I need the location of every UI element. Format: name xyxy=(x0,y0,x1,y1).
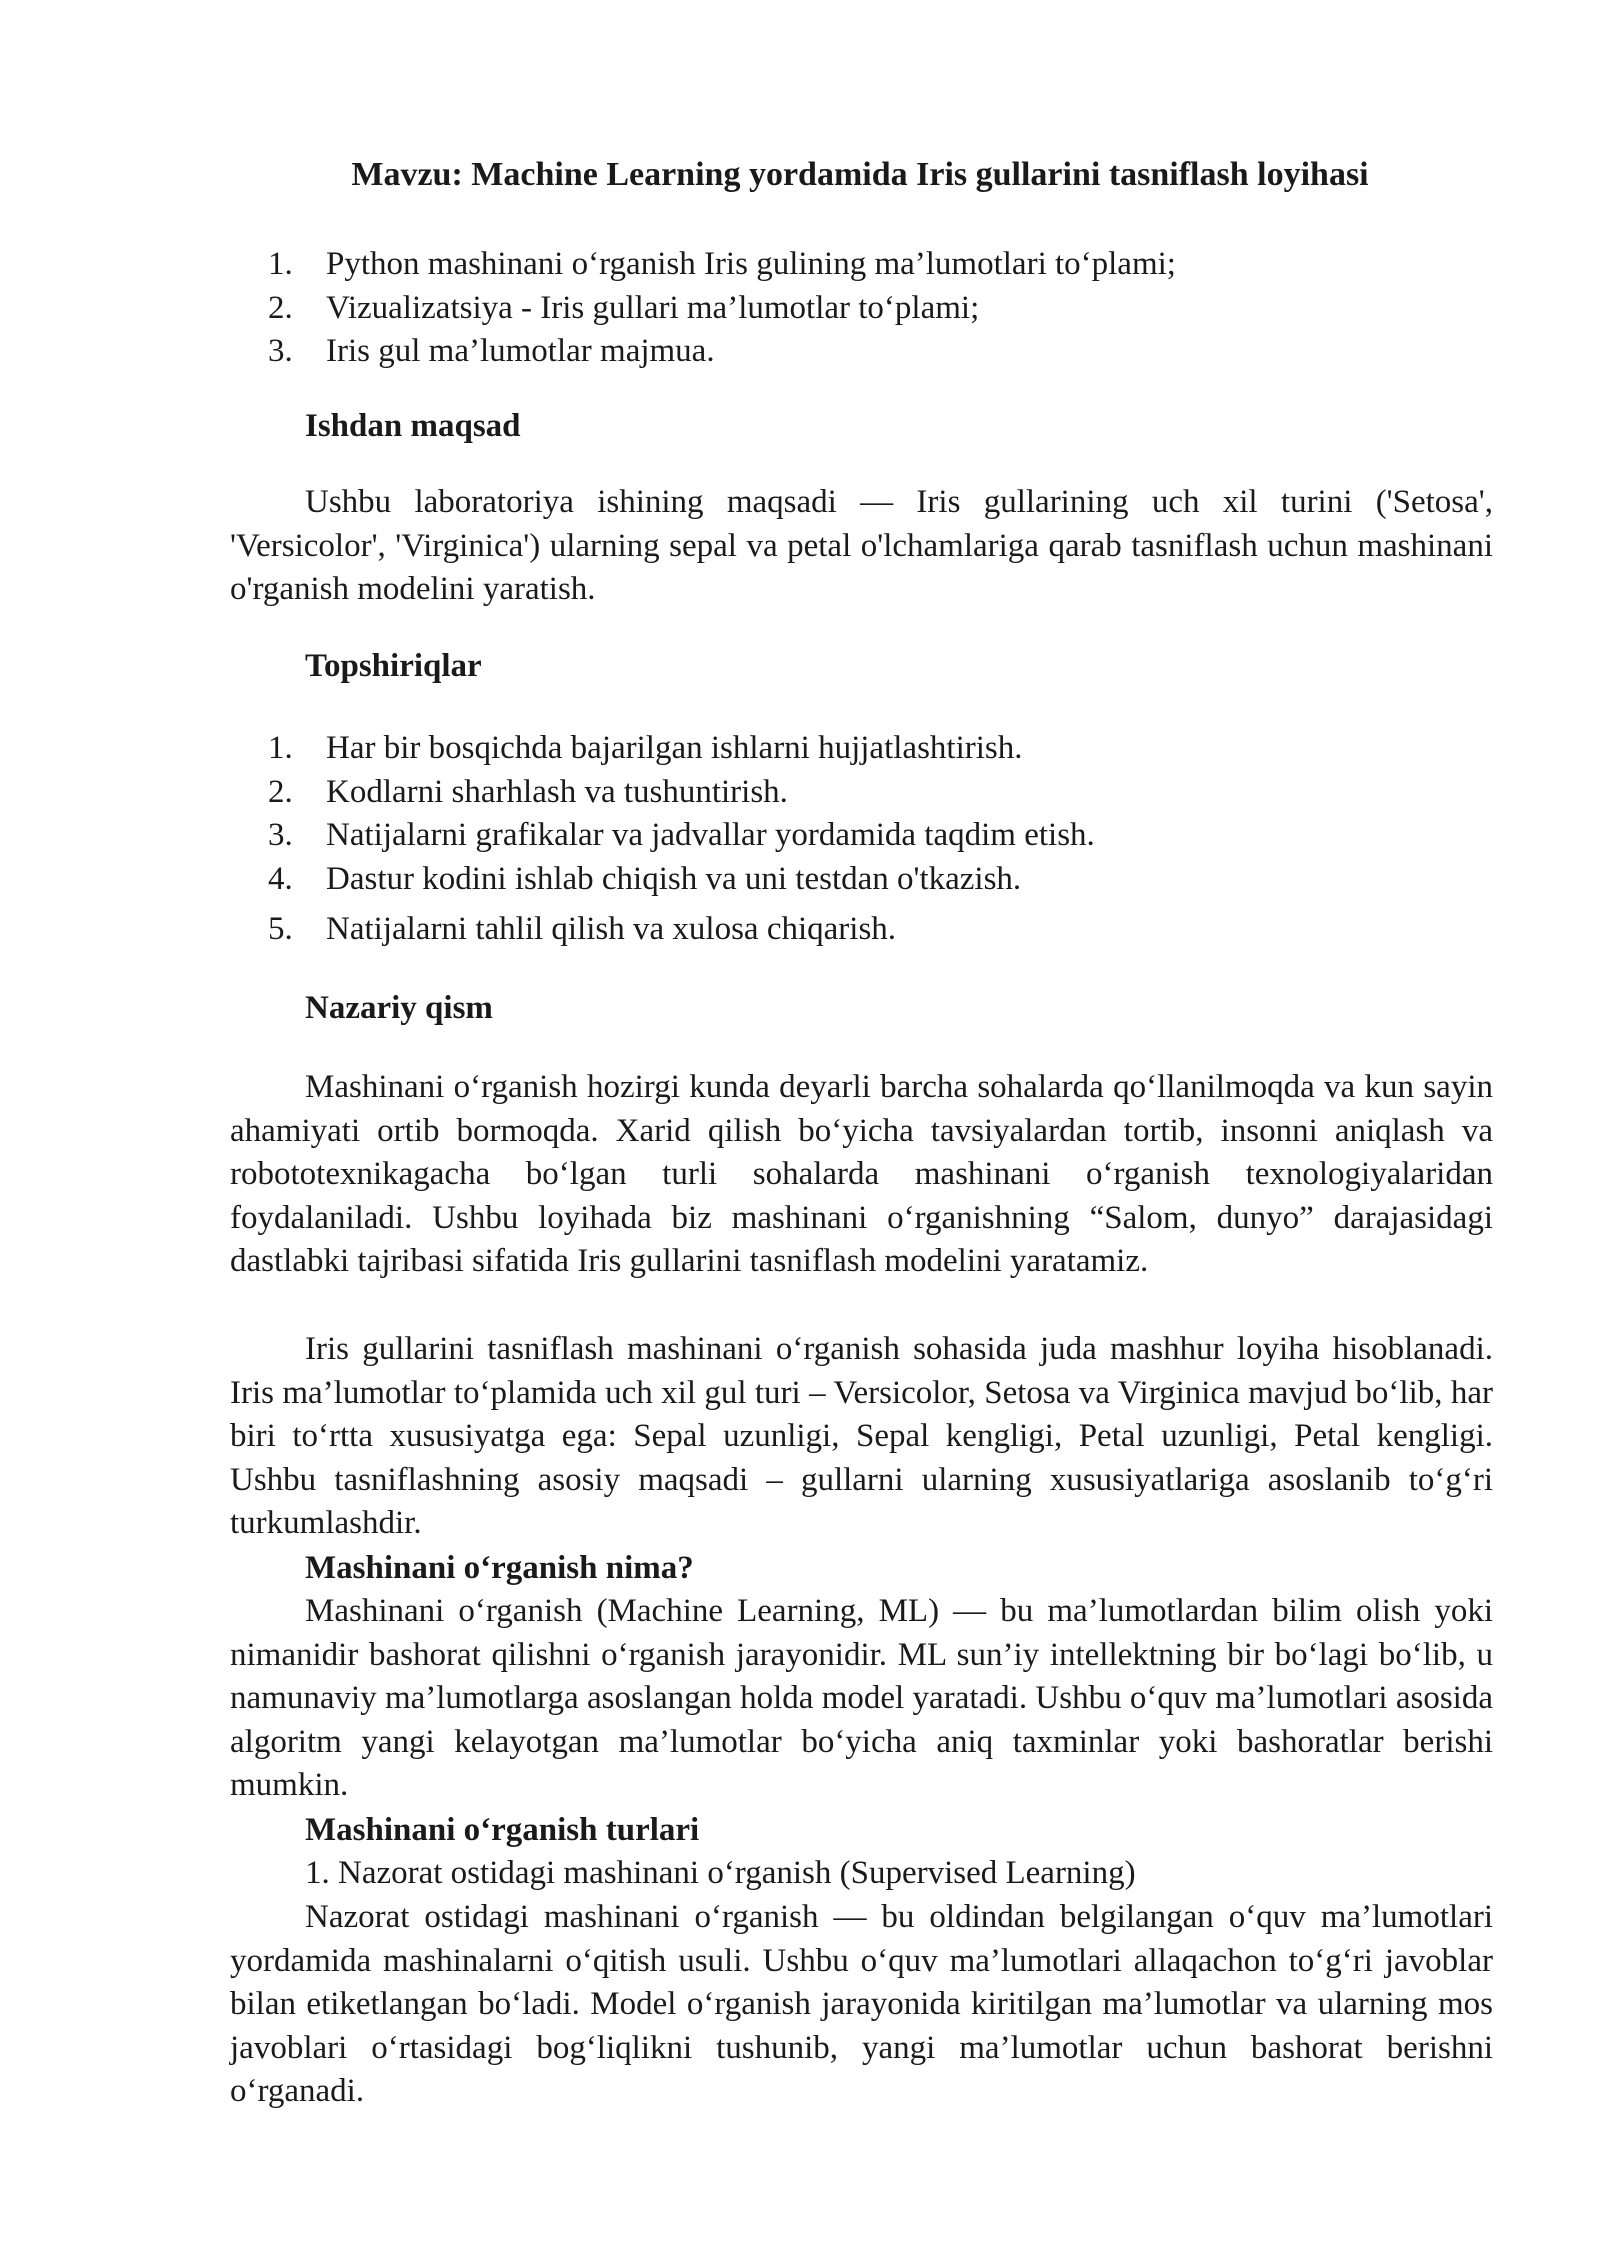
list-item-number: 3. xyxy=(268,333,293,369)
list-item-text: Har bir bosqichda bajarilgan ishlarni hujjatlashtirish. xyxy=(326,730,1023,766)
list-item xyxy=(268,814,1095,858)
ml-heading: Mashinani o‘rganish nima? xyxy=(305,1550,694,1586)
list-item-number: 2. xyxy=(268,773,293,810)
list-item-text: Dastur kodini ishlab chiqish va uni testdan o'tkazish. xyxy=(326,860,1022,897)
list-item-text: Natijalarni tahlil qilish va xulosa chiqarish. xyxy=(326,911,897,947)
supervised-paragraph: Nazorat ostidagi mashinani o‘rganish — bu oldindan belgilangan o‘quv ma’lumotlari yordamida mashinalarni o‘qitish usuli. Ushbu o‘quv ma’lumotlari allaqachon to‘g‘ri javoblar bilan etiketlangan bo‘ladi. Model o‘rganish jarayonida kiritilgan ma’lumotlar va ularning mos javoblari o‘rtasidagi bog‘liqlikni tushunib, yangi ma’lumotlar uchun bashorat berishni o‘rganadi. xyxy=(230,1899,1493,2110)
list-item xyxy=(268,858,1095,902)
ml-paragraph: Mashinani o‘rganish (Machine Learning, ML) — bu ma’lumotlardan bilim olish yoki nimanidir bashorat qilishni o‘rganish jarayonidir. ML sun’iy intellektning bir bo‘lagi bo‘lib, u namunaviy ma’lumotlarga asoslangan holda model yaratadi. Ushbu o‘quv ma’lumotlari asosida algoritm yangi kelayotgan ma’lumotlar bo‘yicha aniq taxminlar yoki bashoratlar berishi mumkin. xyxy=(230,1593,1493,1804)
list-item-text: Kodlarni sharhlash va tushuntirish. xyxy=(326,773,788,810)
list-item xyxy=(268,287,1176,331)
types-item-1: 1. Nazorat ostidagi mashinani o‘rganish (Supervised Learning) xyxy=(305,1855,1136,1891)
list-item xyxy=(268,243,1176,287)
list-item-text: Iris gul ma’lumotlar majmua. xyxy=(326,333,715,369)
tasks-list xyxy=(268,727,1095,952)
intro-list xyxy=(268,243,1176,374)
list-item-number: 3. xyxy=(268,817,293,853)
document-title: Mavzu: Machine Learning yordamida Iris gullarini tasniflash loyihasi xyxy=(351,156,1369,193)
tasks-heading: Topshiriqlar xyxy=(305,648,482,684)
theory-heading: Nazariy qism xyxy=(305,990,493,1026)
list-item-text: Natijalarni grafikalar va jadvallar yordamida taqdim etish. xyxy=(326,817,1095,853)
list-item-number: 1. xyxy=(268,246,293,282)
list-item-number: 5. xyxy=(268,911,293,947)
types-heading: Mashinani o‘rganish turlari xyxy=(305,1812,700,1848)
list-item-number: 1. xyxy=(268,730,293,766)
list-item-number: 2. xyxy=(268,289,293,326)
list-item xyxy=(268,771,1095,815)
theory-paragraph-2: Iris gullarini tasniflash mashinani o‘rganish sohasida juda mashhur loyiha hisoblanadi. Iris ma’lumotlar to‘plamida uch xil gul turi – Versicolor, Setosa va Virginica mavjud bo‘lib, har biri to‘rtta xususiyatga ega: Sepal uzunligi, Sepal kengligi, Petal uzunligi, Petal kengligi. Ushbu tasniflashning asosiy maqsadi – gullarni ularning xususiyatlariga asoslanib to‘g‘ri turkumlashdir. xyxy=(230,1331,1493,1542)
list-item xyxy=(268,330,1176,374)
list-item-text: Python mashinani o‘rganish Iris gulining ma’lumotlari to‘plami; xyxy=(326,246,1176,282)
goal-heading: Ishdan maqsad xyxy=(305,408,521,444)
list-item-text: Vizualizatsiya - Iris gullari ma’lumotlar to‘plami; xyxy=(326,289,980,326)
list-item xyxy=(268,727,1095,771)
goal-paragraph: Ushbu laboratoriya ishining maqsadi — Iris gullarining uch xil turini ('Setosa', 'Versicolor', 'Virginica') ularning sepal va petal o'lchamlariga qarab tasniflash uchun mashinani o'rganish modelini yaratish. xyxy=(230,484,1493,608)
theory-paragraph-1: Mashinani o‘rganish hozirgi kunda deyarli barcha sohalarda qo‘llanilmoqda va kun sayin ahamiyati ortib bormoqda. Xarid qilish bo‘yicha tavsiyalardan tortib, insonni aniqlash va robototexnikagacha bo‘lgan turli sohalarda mashinani o‘rganish texnologiyalaridan foydalaniladi. Ushbu loyihada biz mashinani o‘rganishning “Salom, dunyo” darajasidagi dastlabki tajribasi sifatida Iris gullarini tasniflash modelini yaratamiz. xyxy=(230,1069,1493,1280)
list-item xyxy=(268,908,1095,952)
list-item-number: 4. xyxy=(268,860,293,897)
